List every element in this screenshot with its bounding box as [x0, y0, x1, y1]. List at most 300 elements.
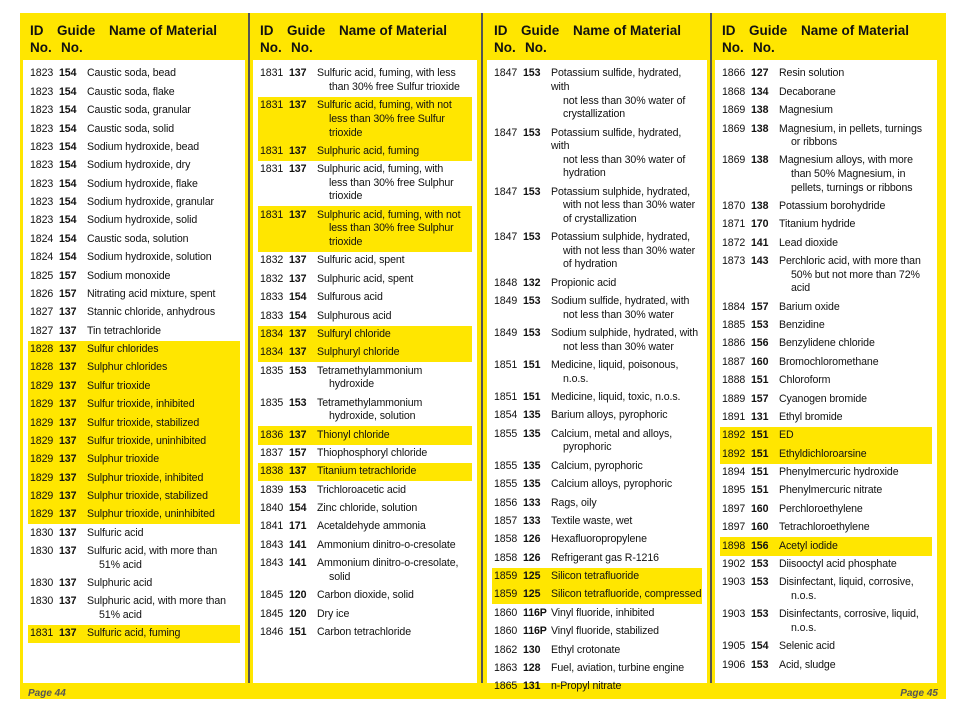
material-row — [720, 372, 932, 390]
header-name: Name of Material — [573, 23, 682, 38]
guide-number: 154 — [59, 67, 77, 80]
guide-number: 116P — [523, 606, 547, 619]
material-name — [87, 123, 240, 137]
id-number: 1869 — [722, 122, 746, 135]
material-row — [492, 389, 702, 407]
material-name-line: Phenylmercuric hydroxide — [779, 466, 899, 479]
guide-number: 153 — [523, 126, 541, 139]
id-number: 1845 — [260, 607, 284, 620]
guide-number: 154 — [289, 291, 307, 304]
material-name-line: Sodium sulfide, hydrated, with — [551, 295, 690, 308]
id-number: 1843 — [260, 557, 284, 570]
material-name — [551, 127, 702, 181]
guide-number: 137 — [289, 163, 307, 176]
guide-number: 137 — [289, 465, 307, 478]
material-name-line: Zinc chloride, solution — [317, 502, 418, 515]
guide-number: 141 — [289, 557, 307, 570]
material-name — [551, 428, 702, 455]
guide-number: 153 — [523, 185, 541, 198]
material-name — [87, 490, 240, 504]
id-number: 1894 — [722, 466, 746, 479]
guide-number: 154 — [59, 122, 77, 135]
material-name — [779, 540, 932, 554]
material-row — [720, 482, 932, 500]
id-number: 1826 — [30, 287, 54, 300]
guide-number: 137 — [59, 595, 77, 608]
column-header — [20, 13, 248, 60]
id-number: 1870 — [722, 200, 746, 213]
material-name — [551, 359, 702, 386]
material-name-line: Vinyl fluoride, inhibited — [551, 606, 655, 619]
material-name-line: Potassium sulfide, hydrated, with — [551, 67, 682, 93]
material-name-line: Sodium sulphide, hydrated, with — [551, 327, 699, 340]
header-id: ID — [30, 23, 44, 38]
material-name-line: Magnesium — [779, 104, 833, 117]
highlighted-material-row — [28, 377, 240, 395]
material-name-line: hydroxide, solution — [329, 410, 416, 423]
material-list — [258, 65, 472, 642]
material-name-line: Magnesium, in pellets, turnings — [779, 122, 922, 135]
material-name — [87, 214, 240, 228]
material-row — [258, 555, 472, 587]
id-number: 1851 — [494, 359, 518, 372]
material-name-line: Silicon tetrafluoride — [551, 570, 639, 583]
material-name-line: n.o.s. — [563, 372, 589, 385]
table-column-2 — [250, 13, 480, 683]
material-name-line: Disinfectants, corrosive, liquid, — [779, 608, 919, 621]
header-id: ID — [260, 23, 274, 38]
material-name — [317, 163, 472, 204]
id-number: 1859 — [494, 570, 518, 583]
id-number: 1828 — [30, 361, 54, 374]
material-row — [492, 124, 702, 183]
material-name-line: Phenylmercuric nitrate — [779, 484, 883, 497]
material-name-line: Sulfuric acid, fuming — [87, 627, 181, 640]
material-name-line: 50% but not more than 72% — [791, 268, 920, 281]
material-name-line: not less than 30% water — [563, 308, 674, 321]
material-name-line: Lead dioxide — [779, 236, 838, 249]
highlighted-material-row — [28, 359, 240, 377]
id-number: 1892 — [722, 447, 746, 460]
material-name-line: Propionic acid — [551, 276, 617, 289]
material-name-line: pyrophoric — [563, 441, 612, 454]
material-name-line: Sulphur trioxide, inhibited — [87, 471, 204, 484]
material-row — [720, 500, 932, 518]
guide-number: 153 — [523, 231, 541, 244]
material-name-line: Dry ice — [317, 607, 350, 620]
material-name — [779, 237, 932, 251]
material-name-line: Hexafluoropropylene — [551, 533, 647, 546]
material-name-line: Calcium, metal and alloys, — [551, 427, 673, 440]
guide-number: 127 — [751, 67, 769, 80]
material-name — [779, 466, 932, 480]
material-row — [28, 230, 240, 248]
material-name-line: Tetramethylammonium — [317, 364, 423, 377]
guide-number: 137 — [59, 398, 77, 411]
guide-number: 137 — [59, 343, 77, 356]
material-row — [720, 353, 932, 371]
material-row — [492, 641, 702, 659]
id-number: 1898 — [722, 539, 746, 552]
id-number: 1860 — [494, 606, 518, 619]
header-guide: Guide — [287, 23, 326, 38]
material-name — [551, 662, 702, 676]
material-row — [258, 362, 472, 394]
id-number: 1833 — [260, 309, 284, 322]
material-name-line: Ethyl crotonate — [551, 643, 621, 656]
material-row — [492, 457, 702, 475]
guide-number: 170 — [751, 218, 769, 231]
material-name-line: Tin tetrachloride — [87, 324, 161, 337]
material-row — [492, 531, 702, 549]
material-name — [779, 356, 932, 370]
material-row — [28, 543, 240, 575]
column-header — [250, 13, 480, 60]
material-name — [551, 570, 702, 584]
material-row — [720, 464, 932, 482]
column-divider — [481, 13, 483, 683]
material-row — [720, 656, 932, 674]
material-name-line: less than 30% free Sulphur — [329, 176, 454, 189]
id-number: 1857 — [494, 514, 518, 527]
header-guide: Guide — [57, 23, 96, 38]
material-name-line: trioxide — [329, 190, 363, 203]
material-name-line: hydration — [563, 167, 606, 180]
material-name — [317, 67, 472, 94]
header-id: ID — [722, 23, 736, 38]
id-number: 1823 — [30, 67, 54, 80]
material-name — [87, 545, 240, 572]
material-row — [28, 593, 240, 625]
id-number: 1869 — [722, 104, 746, 117]
material-row — [492, 325, 702, 357]
material-name — [551, 497, 702, 511]
id-number: 1862 — [494, 643, 518, 656]
id-number: 1824 — [30, 232, 54, 245]
material-name-line: 51% acid — [99, 558, 142, 571]
material-name — [317, 310, 472, 324]
material-name-line: Sodium hydroxide, bead — [87, 140, 200, 153]
material-name-line: Sulphur chlorides — [87, 361, 168, 374]
material-name — [317, 447, 472, 461]
material-name-line: Calcium alloys, pyrophoric — [551, 478, 673, 491]
material-row — [492, 678, 702, 696]
guide-number: 137 — [289, 327, 307, 340]
highlighted-material-row — [720, 427, 932, 445]
material-row — [720, 317, 932, 335]
material-name-line: n.o.s. — [791, 589, 817, 602]
material-name — [317, 254, 472, 268]
material-row — [28, 286, 240, 304]
material-row — [28, 102, 240, 120]
guide-number: 156 — [751, 539, 769, 552]
guide-number: 153 — [289, 396, 307, 409]
material-row — [28, 194, 240, 212]
material-list — [720, 65, 932, 675]
material-name — [87, 141, 240, 155]
material-row — [258, 394, 472, 426]
material-name — [779, 123, 932, 150]
material-name-line: Sodium hydroxide, solid — [87, 214, 198, 227]
highlighted-material-row — [492, 568, 702, 586]
table-column-1 — [20, 13, 248, 683]
guide-number: 137 — [289, 67, 307, 80]
material-row — [492, 660, 702, 678]
material-name — [87, 159, 240, 173]
id-number: 1858 — [494, 551, 518, 564]
material-name-line: not less than 30% water — [563, 340, 674, 353]
material-name — [551, 327, 702, 354]
guide-number: 153 — [751, 319, 769, 332]
material-name — [87, 361, 240, 375]
guide-number: 132 — [523, 276, 541, 289]
id-number: 1828 — [30, 343, 54, 356]
material-name — [779, 576, 932, 603]
guide-number: 135 — [523, 427, 541, 440]
guide-number: 151 — [289, 625, 307, 638]
material-name — [779, 521, 932, 535]
material-name-line: Barium oxide — [779, 300, 840, 313]
header-guide: Guide — [521, 23, 560, 38]
guide-number: 137 — [59, 526, 77, 539]
material-row — [720, 198, 932, 216]
material-name-line: solid — [329, 570, 351, 583]
material-row — [258, 500, 472, 518]
material-name-line: Sulfur trioxide, stabilized — [87, 416, 200, 429]
material-name-line: ED — [779, 429, 794, 442]
id-number: 1829 — [30, 453, 54, 466]
material-name — [87, 595, 240, 622]
guide-number: 171 — [289, 520, 307, 533]
material-row — [28, 304, 240, 322]
material-name-line: Textile waste, wet — [551, 514, 633, 527]
material-row — [258, 518, 472, 536]
material-name-line: Titanium tetrachloride — [317, 465, 417, 478]
material-row — [492, 229, 702, 275]
header-name: Name of Material — [339, 23, 448, 38]
guide-number: 154 — [289, 309, 307, 322]
material-row — [720, 216, 932, 234]
id-number: 1823 — [30, 196, 54, 209]
material-name — [87, 577, 240, 591]
guide-number: 126 — [523, 551, 541, 564]
material-name-line: Resin solution — [779, 67, 845, 80]
id-number: 1831 — [260, 208, 284, 221]
material-name — [317, 608, 472, 622]
id-number: 1885 — [722, 319, 746, 332]
id-number: 1830 — [30, 595, 54, 608]
guide-number: 156 — [751, 337, 769, 350]
material-name — [317, 539, 472, 553]
id-number: 1832 — [260, 272, 284, 285]
material-row — [492, 183, 702, 229]
material-row — [492, 407, 702, 425]
header-guide: Guide — [749, 23, 788, 38]
material-row — [720, 83, 932, 101]
material-name — [317, 429, 472, 443]
material-name-line: Perchloric acid, with more than — [779, 255, 921, 268]
highlighted-material-row — [258, 143, 472, 161]
guide-number: 137 — [59, 361, 77, 374]
id-number: 1851 — [494, 391, 518, 404]
header-no: No. — [722, 40, 744, 55]
material-name-line: trioxide — [329, 126, 363, 139]
material-name-line: Sulfur trioxide, inhibited — [87, 398, 195, 411]
highlighted-material-row — [28, 451, 240, 469]
material-name-line: 51% acid — [99, 609, 142, 622]
id-number: 1829 — [30, 471, 54, 484]
header-name: Name of Material — [801, 23, 910, 38]
material-list — [28, 65, 240, 643]
material-name-line: Thionyl chloride — [317, 428, 390, 441]
highlighted-material-row — [28, 469, 240, 487]
guide-number: 151 — [523, 359, 541, 372]
material-row — [492, 549, 702, 567]
guide-number: 157 — [59, 269, 77, 282]
material-name — [317, 502, 472, 516]
guide-number: 137 — [289, 99, 307, 112]
material-name — [87, 398, 240, 412]
material-name — [779, 448, 932, 462]
material-name-line: with not less than 30% water — [563, 244, 696, 257]
id-number: 1823 — [30, 159, 54, 172]
id-number: 1837 — [260, 446, 284, 459]
guide-number: 137 — [59, 324, 77, 337]
id-number: 1886 — [722, 337, 746, 350]
id-number: 1897 — [722, 502, 746, 515]
table-column-3 — [484, 13, 710, 693]
guide-number: 153 — [289, 483, 307, 496]
material-row — [720, 409, 932, 427]
guide-number: 153 — [523, 67, 541, 80]
id-number: 1863 — [494, 661, 518, 674]
guide-number: 151 — [751, 429, 769, 442]
id-number: 1830 — [30, 526, 54, 539]
column-body — [23, 60, 245, 683]
material-name-line: Sulphuryl chloride — [317, 346, 400, 359]
material-name — [779, 319, 932, 333]
id-number: 1849 — [494, 295, 518, 308]
material-name — [551, 680, 702, 694]
material-name-line: Bromochloromethane — [779, 355, 879, 368]
material-name — [317, 520, 472, 534]
highlighted-material-row — [28, 625, 240, 643]
material-name — [317, 328, 472, 342]
id-number: 1854 — [494, 409, 518, 422]
guide-number: 128 — [523, 661, 541, 674]
id-number: 1832 — [260, 254, 284, 267]
header-no: No. — [260, 40, 282, 55]
highlighted-material-row — [28, 506, 240, 524]
id-number: 1835 — [260, 396, 284, 409]
guide-number: 154 — [59, 177, 77, 190]
table-column-4 — [712, 13, 940, 683]
guide-number: 154 — [59, 214, 77, 227]
guide-number: 154 — [59, 159, 77, 172]
guide-number: 157 — [751, 300, 769, 313]
guide-number: 134 — [751, 85, 769, 98]
guide-number: 160 — [751, 502, 769, 515]
guide-number: 125 — [523, 570, 541, 583]
id-number: 1846 — [260, 625, 284, 638]
material-name-line: Caustic soda, granular — [87, 104, 191, 117]
material-name-line: not less than 30% water of — [563, 94, 686, 107]
id-number: 1823 — [30, 214, 54, 227]
guide-number: 138 — [751, 200, 769, 213]
id-number: 1829 — [30, 508, 54, 521]
material-name-line: Magnesium alloys, with more — [779, 154, 913, 167]
guide-number: 137 — [59, 490, 77, 503]
guide-number: 154 — [59, 85, 77, 98]
id-number: 1839 — [260, 483, 284, 496]
material-name — [87, 508, 240, 522]
material-name-line: less than 30% free Sulphur — [329, 222, 454, 235]
material-name — [551, 409, 702, 423]
highlighted-material-row — [28, 488, 240, 506]
material-name-line: Chloroform — [779, 374, 831, 387]
id-number: 1897 — [722, 521, 746, 534]
guide-number: 120 — [289, 607, 307, 620]
id-number: 1823 — [30, 104, 54, 117]
id-number: 1835 — [260, 364, 284, 377]
id-number: 1829 — [30, 398, 54, 411]
header-id: ID — [494, 23, 508, 38]
id-number: 1831 — [30, 627, 54, 640]
material-name — [87, 453, 240, 467]
material-name — [779, 104, 932, 118]
material-name — [779, 411, 932, 425]
material-name-line: Ethyldichloroarsine — [779, 447, 867, 460]
material-name-line: Sodium hydroxide, flake — [87, 177, 198, 190]
material-name — [87, 380, 240, 394]
material-row — [28, 249, 240, 267]
guide-number: 138 — [751, 104, 769, 117]
material-name-line: Ammonium dinitro-o-cresolate — [317, 538, 456, 551]
material-name — [551, 625, 702, 639]
material-name — [551, 460, 702, 474]
material-row — [258, 587, 472, 605]
guide-number: 157 — [59, 287, 77, 300]
guide-number: 138 — [751, 122, 769, 135]
material-name — [87, 306, 240, 320]
material-name-line: Trichloroacetic acid — [317, 483, 406, 496]
material-name — [317, 465, 472, 479]
guide-number: 143 — [751, 255, 769, 268]
material-name-line: Sulphuric acid, fuming — [317, 144, 420, 157]
material-name-line: Sulphurous acid — [317, 309, 392, 322]
material-name-line: Silicon tetrafluoride, compressed — [551, 588, 702, 601]
guide-number: 153 — [751, 608, 769, 621]
material-name — [87, 178, 240, 192]
material-name — [317, 589, 472, 603]
material-name-line: Sodium monoxide — [87, 269, 171, 282]
material-name-line: or ribbons — [791, 136, 838, 149]
material-row — [492, 357, 702, 389]
header-no: No. — [494, 40, 516, 55]
material-name-line: of crystallization — [563, 212, 637, 225]
material-name-line: not less than 30% water of — [563, 153, 686, 166]
header-no: No. — [753, 40, 775, 55]
guide-number: 137 — [59, 545, 77, 558]
material-name-line: Decaborane — [779, 85, 836, 98]
guide-number: 138 — [751, 154, 769, 167]
id-number: 1903 — [722, 608, 746, 621]
guide-number: 133 — [523, 514, 541, 527]
material-name-line: Sulphur trioxide, stabilized — [87, 490, 208, 503]
guide-number: 131 — [751, 410, 769, 423]
material-name-line: Sodium hydroxide, solution — [87, 251, 212, 264]
id-number: 1892 — [722, 429, 746, 442]
